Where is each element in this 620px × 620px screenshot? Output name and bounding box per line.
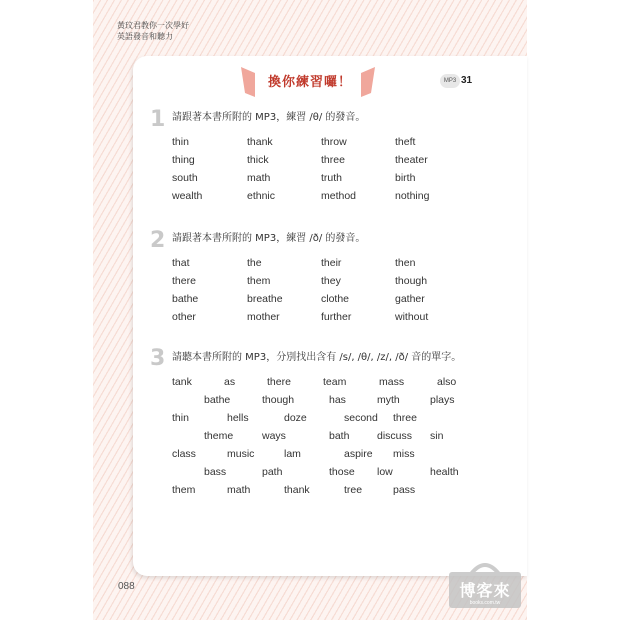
word: path [262, 466, 283, 478]
word: discuss [377, 430, 413, 442]
word: aspire [344, 448, 373, 460]
word: music [227, 448, 255, 460]
word: thank [284, 484, 310, 496]
book-header [117, 20, 189, 42]
word: doze [284, 412, 307, 424]
word: sin [430, 430, 444, 442]
word: them [172, 484, 196, 496]
mp3-badge: MP3 [440, 74, 460, 88]
word: they [321, 275, 341, 287]
word: that [172, 257, 190, 269]
word: birth [395, 172, 416, 184]
word: ways [262, 430, 286, 442]
banner-left-ribbon [241, 67, 255, 97]
word: there [267, 376, 291, 388]
word: myth [377, 394, 400, 406]
word: them [247, 275, 271, 287]
word: theater [395, 154, 428, 166]
section-3-number: 3 [150, 346, 166, 371]
word: those [329, 466, 355, 478]
word: wealth [172, 190, 203, 202]
word: plays [430, 394, 455, 406]
word: miss [393, 448, 415, 460]
word: pass [393, 484, 416, 496]
word: team [323, 376, 347, 388]
section-3-instruction: 請聽本書所附的 MP3，分別找出含有 /s/, /θ/, /z/, /ð/ 音的單字。 [172, 352, 462, 363]
word: other [172, 311, 196, 323]
word: mother [247, 311, 280, 323]
word: thank [247, 136, 273, 148]
word: three [393, 412, 417, 424]
header-line-1: 黃玟君教你一次學好 [117, 21, 189, 30]
watermark-text: 博客來 [459, 581, 511, 600]
word: lam [284, 448, 301, 460]
word: theft [395, 136, 416, 148]
section-2-number: 2 [150, 228, 166, 253]
track-number: 31 [461, 75, 473, 86]
word: ethnic [247, 190, 276, 202]
word: as [224, 376, 236, 388]
word: further [321, 311, 352, 323]
word: health [430, 466, 459, 478]
word: without [395, 311, 429, 323]
word: throw [321, 136, 347, 148]
word: hells [227, 412, 249, 424]
header-line-2: 英語發音和聽力 [117, 32, 173, 41]
word: also [437, 376, 457, 388]
banner-title: 換你練習囉！ [267, 75, 352, 90]
word: nothing [395, 190, 430, 202]
word: theme [204, 430, 234, 442]
word: bathe [172, 293, 199, 305]
word: though [395, 275, 428, 287]
section-2-instruction: 請跟著本書所附的 MP3，練習 /ð/ 的發音。 [172, 233, 366, 244]
section-1-instruction: 請跟著本書所附的 MP3，練習 /θ/ 的發音。 [172, 112, 366, 123]
word: method [321, 190, 357, 202]
section-1-number: 1 [150, 107, 166, 132]
word: their [321, 257, 342, 269]
word: clothe [321, 293, 350, 305]
word: has [329, 394, 346, 406]
word: truth [321, 172, 343, 184]
word: the [247, 257, 262, 269]
word: math [247, 172, 271, 184]
word: south [172, 172, 198, 184]
word: bath [329, 430, 350, 442]
word: bass [204, 466, 227, 478]
word: low [377, 466, 393, 478]
word: thick [247, 154, 269, 166]
word: there [172, 275, 196, 287]
word: though [262, 394, 295, 406]
banner-right-ribbon [361, 67, 375, 97]
word: second [344, 412, 378, 424]
word: breathe [247, 293, 283, 305]
word: tank [172, 376, 192, 388]
word: tree [344, 484, 363, 496]
word: thin [172, 136, 189, 148]
word: thin [172, 412, 189, 424]
word: mass [379, 376, 405, 388]
watermark-subtext: books.com.tw [469, 600, 501, 606]
word: bathe [204, 394, 231, 406]
page-number: 088 [118, 581, 135, 592]
word: math [227, 484, 251, 496]
word: thing [172, 154, 195, 166]
word: then [395, 257, 416, 269]
word: three [321, 154, 345, 166]
word: class [172, 448, 196, 460]
word: gather [395, 293, 425, 305]
